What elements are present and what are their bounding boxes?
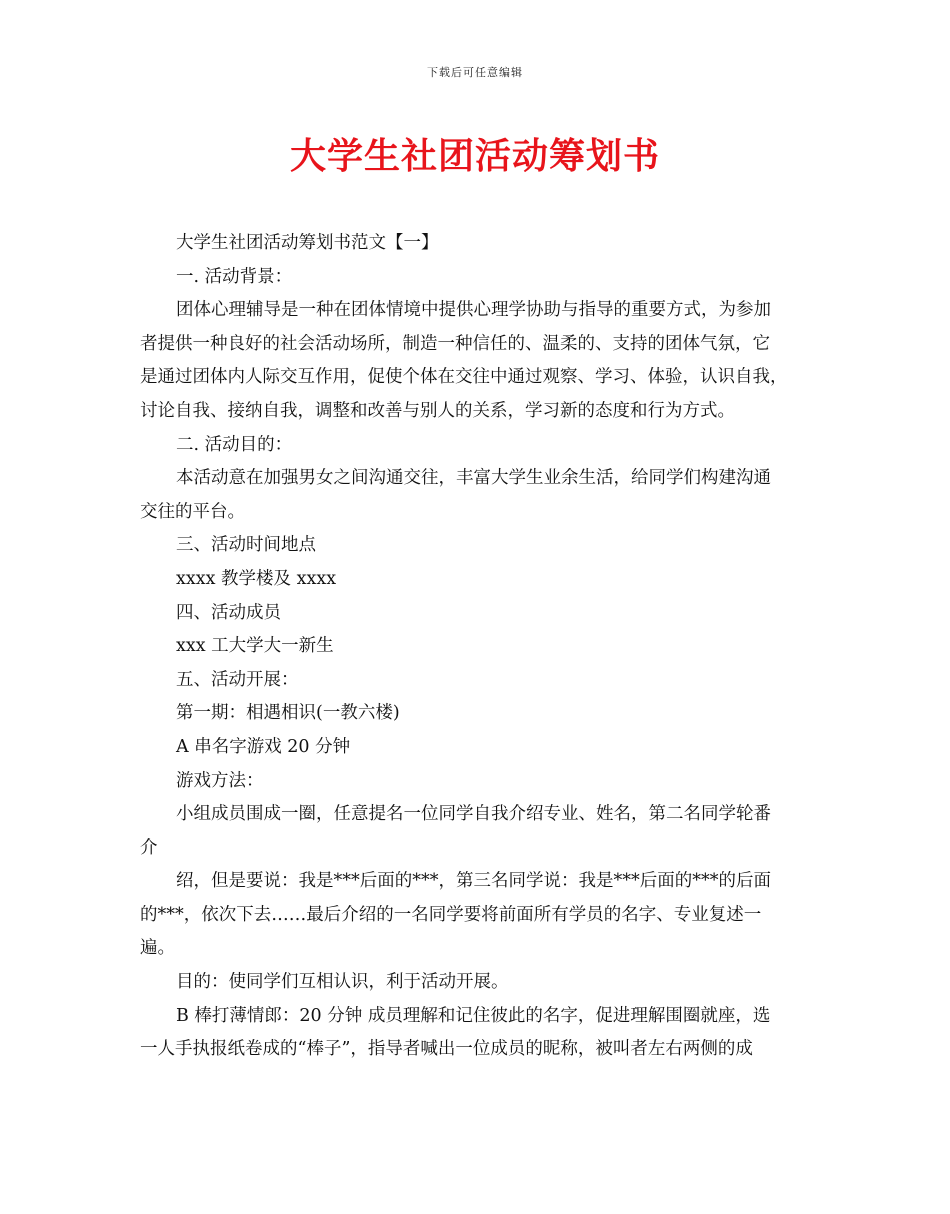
- body-line: 三、活动时间地点: [176, 535, 316, 556]
- body-line: 讨论自我、接纳自我，调整和改善与别人的关系，学习新的态度和行为方式。: [140, 400, 735, 421]
- body-line: 一. 活动背景：: [176, 266, 293, 287]
- document-title: 大学生社团活动筹划书: [289, 135, 660, 177]
- body-line: 游戏方法：: [176, 770, 264, 791]
- body-line: 目的：使同学们互相认识，利于活动开展。: [176, 972, 509, 993]
- body-line: 第一期：相遇相识(一教六楼): [176, 703, 400, 724]
- body-line: 者提供一种良好的社会活动场所，制造一种信任的、温柔的、支持的团体气氛，它: [140, 333, 770, 354]
- body-line: 五、活动开展：: [176, 669, 299, 690]
- body-line: A 串名字游戏 20 分钟: [176, 736, 351, 757]
- body-line: 本活动意在加强男女之间沟通交往，丰富大学生业余生活，给同学们构建沟通: [176, 468, 771, 489]
- body-line: 绍，但是要说：我是***后面的***，第三名同学说：我是***后面的***的后面: [176, 871, 771, 892]
- body-line: 介: [140, 837, 158, 858]
- body-line: xxx 工大学大一新生: [176, 636, 334, 657]
- body-line: B 棒打薄情郎：20 分钟 成员理解和记住彼此的名字，促进理解围圈就座，选: [176, 1005, 771, 1026]
- body-line: 团体心理辅导是一种在团体情境中提供心理学协助与指导的重要方式，为参加: [176, 300, 771, 321]
- body-line: 遍。: [140, 938, 175, 959]
- header-note: 下载后可任意编辑: [427, 66, 523, 79]
- body-line: 二. 活动目的：: [176, 434, 293, 455]
- body-line: 是通过团体内人际交互作用，促使个体在交往中通过观察、学习、体验，认识自我，: [140, 367, 788, 388]
- body-line: 的***，依次下去……最后介绍的一名同学要将前面所有学员的名字、专业复述一: [140, 904, 762, 925]
- body-line: xxxx 教学楼及 xxxx: [176, 568, 337, 589]
- document-body: [140, 227, 812, 1067]
- body-line: 四、活动成员: [176, 602, 281, 623]
- body-line: 交往的平台。: [140, 501, 245, 522]
- body-line: 小组成员围成一圈，任意提名一位同学自我介绍专业、姓名，第二名同学轮番: [176, 804, 771, 825]
- body-line: 大学生社团活动筹划书范文【一】: [176, 233, 439, 253]
- body-line: 一人手执报纸卷成的“棒子”，指导者喊出一位成员的昵称，被叫者左右两侧的成: [140, 1039, 753, 1060]
